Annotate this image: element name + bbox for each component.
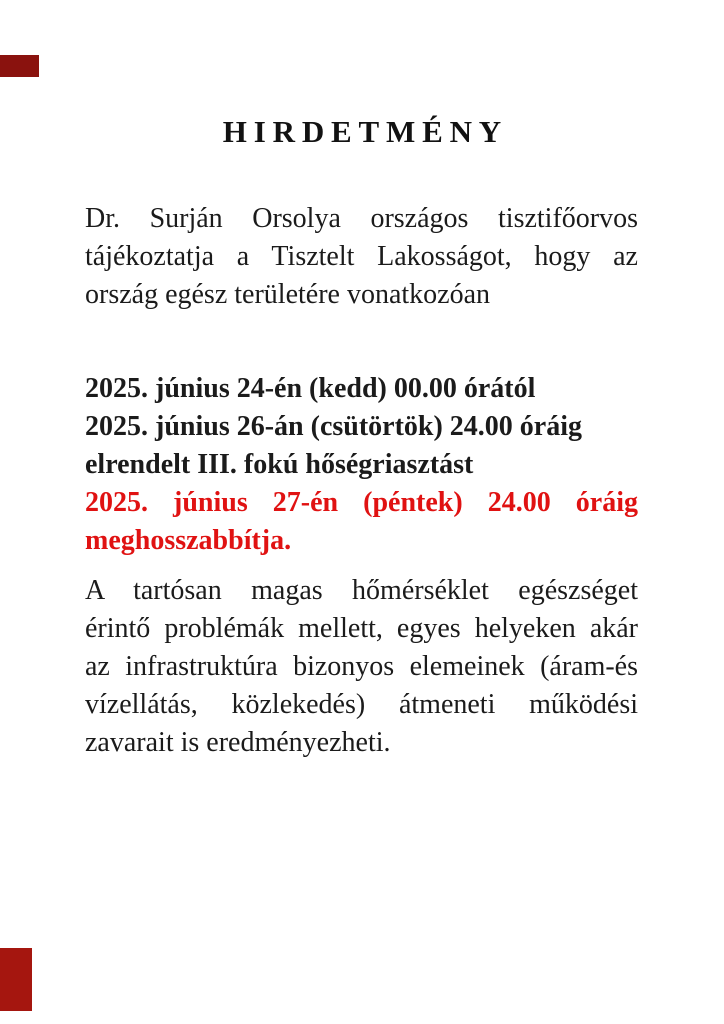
- body-line: az infrastruktúra bizonyos elemeinek (áram-és: [85, 651, 638, 682]
- intro-line: tájékoztatja a Tisztelt Lakosságot, hogy az: [85, 241, 638, 272]
- alert-date-start-line: 2025. június 24-én (kedd) 00.00 órától: [85, 373, 536, 404]
- alert-level-line: elrendelt III. fokú hőségriasztást: [85, 449, 474, 480]
- heat-alert-block: [85, 370, 638, 560]
- alert-extension-verb-line: meghosszabbítja.: [85, 525, 292, 556]
- intro-line: ország egész területére vonatkozóan: [85, 279, 491, 310]
- body-line: zavarait is eredményezheti.: [85, 727, 391, 758]
- intro-line: Dr. Surján Orsolya országos tisztifőorvos: [85, 203, 638, 234]
- body-line: érintő problémák mellett, egyes helyeken akár: [85, 613, 638, 644]
- body-line: vízellátás, közlekedés) átmeneti működési: [85, 689, 638, 720]
- alert-date-end-line: 2025. június 26-án (csütörtök) 24.00 óráig: [85, 411, 583, 442]
- scan-artifact-bottom-left: [0, 948, 32, 1011]
- body-line: A tartósan magas hőmérséklet egészséget: [85, 575, 638, 606]
- scan-artifact-top-left: [0, 55, 39, 77]
- intro-paragraph: [85, 200, 638, 314]
- page-title: HIRDETMÉNY: [222, 114, 509, 149]
- alert-extension-date-line: 2025. június 27-én (péntek) 24.00 óráig: [85, 487, 638, 518]
- body-paragraph: [85, 572, 638, 762]
